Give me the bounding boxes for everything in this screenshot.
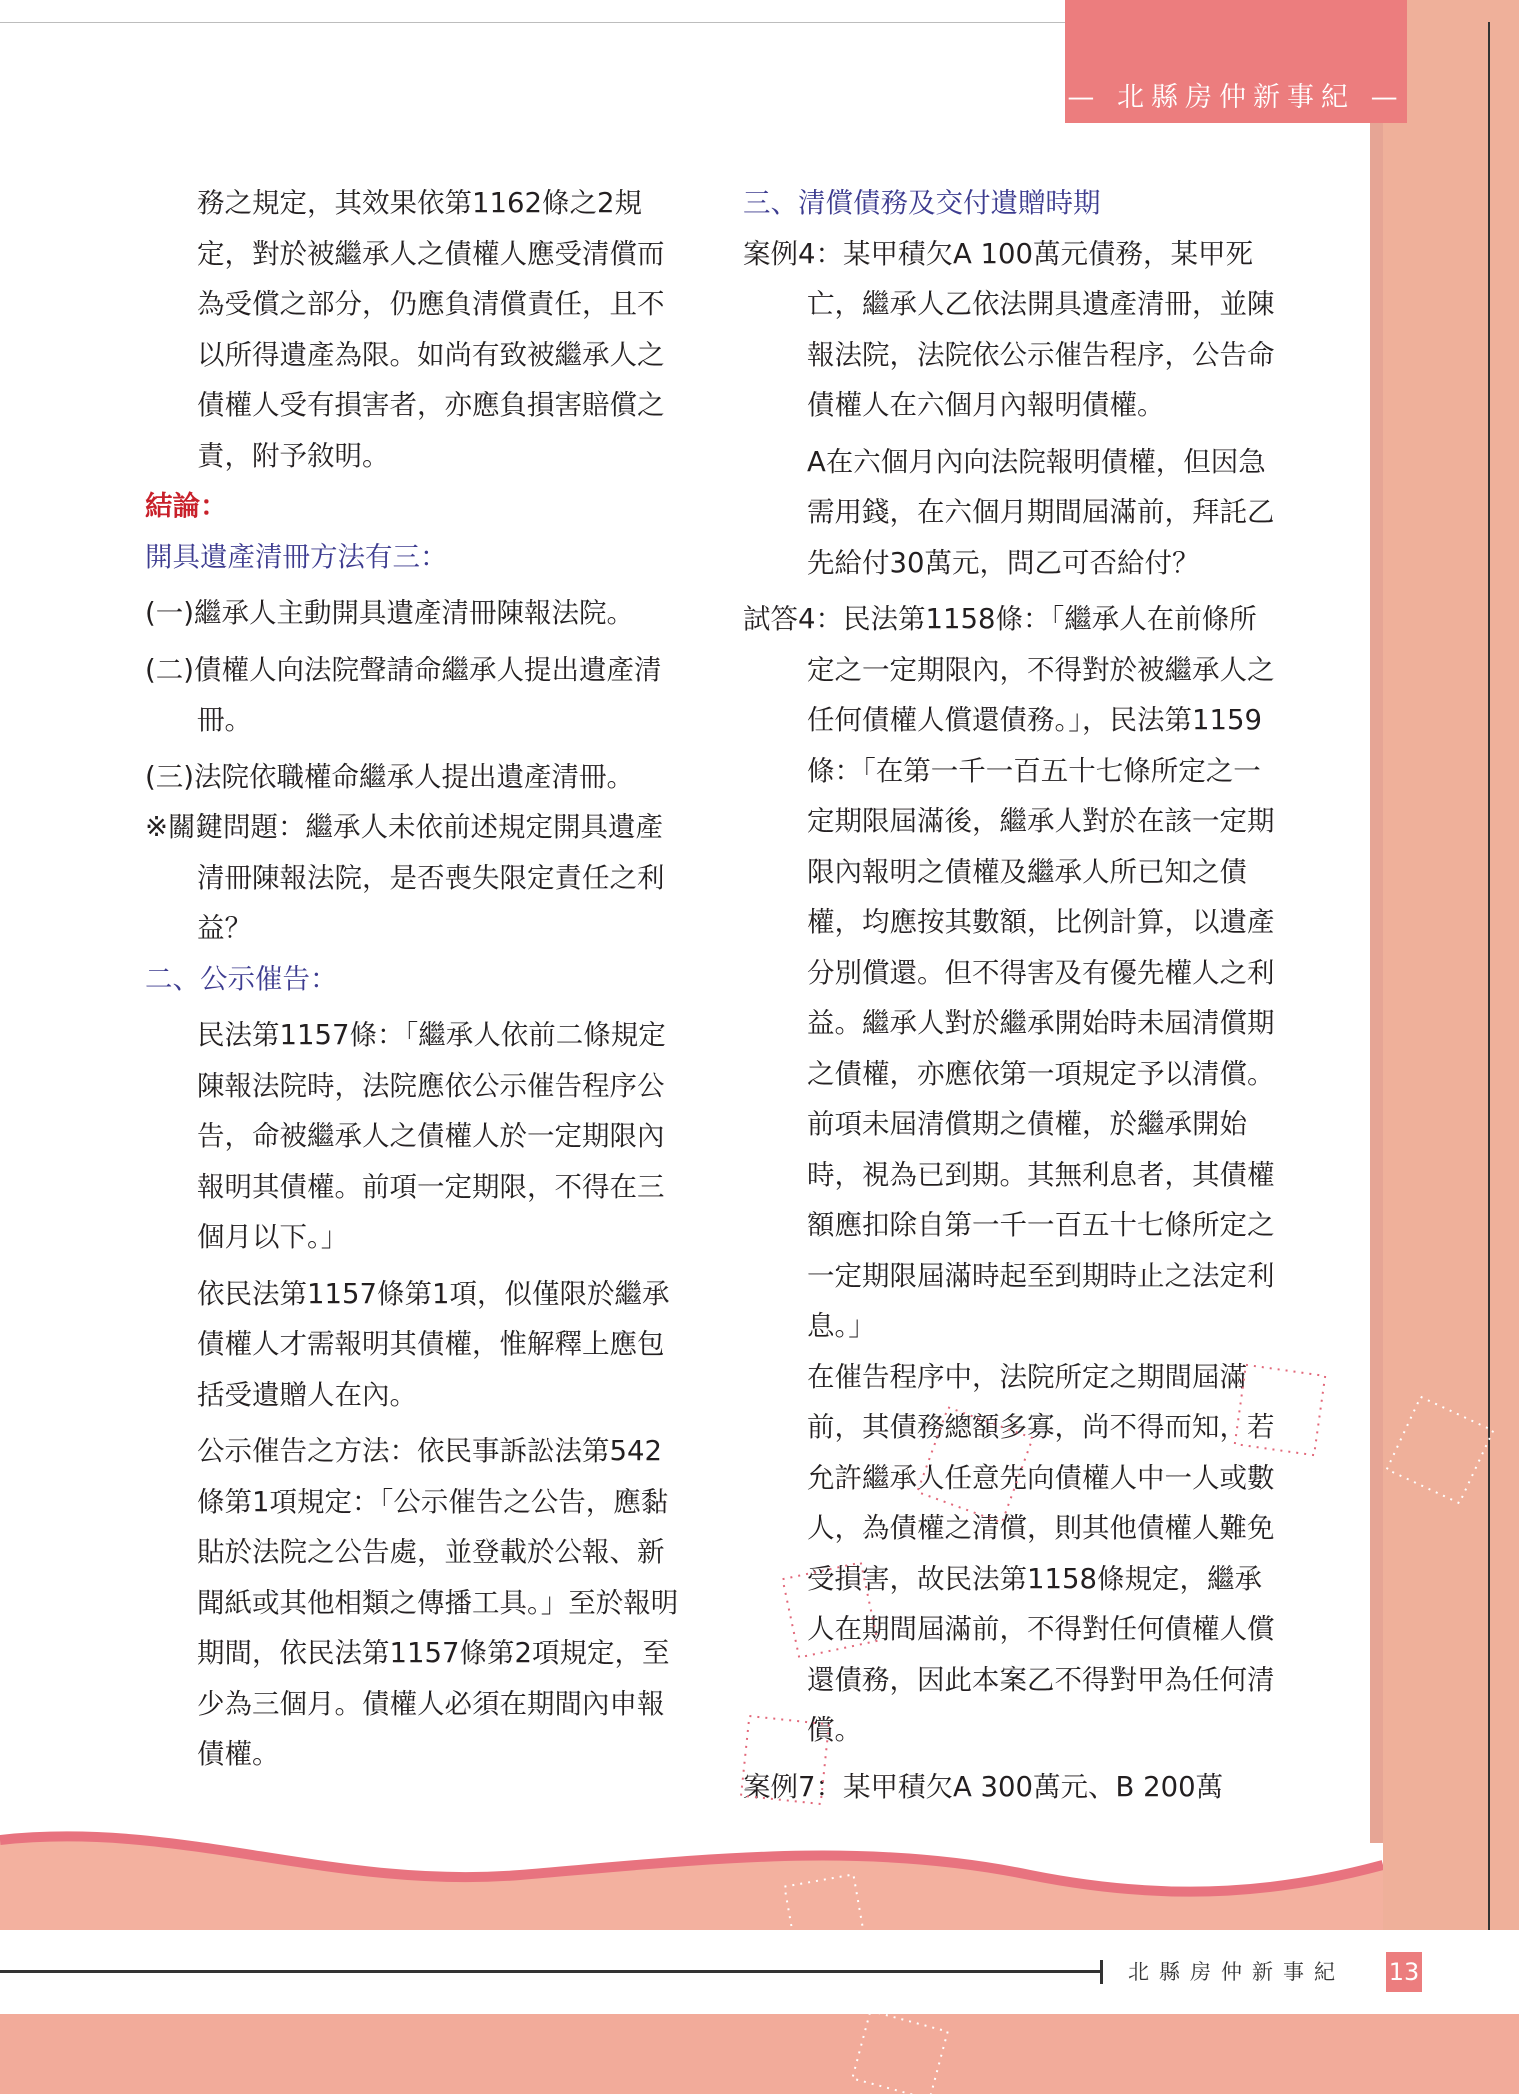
method-3: (三)法院依職權命繼承人提出遺產清冊。 <box>145 760 634 793</box>
section-3-heading: 三、清償債務及交付遺贈時期 <box>743 187 1101 219</box>
top-rule <box>0 22 1065 23</box>
civil-code-1157: 民法第1157條：「繼承人依前二條規定陳報法院時，法院應依公示催告程序公告，命被繼承人之債權人於一定期限內報明其債權。前項一定期限，不得在三個月以下。」 <box>197 1019 666 1253</box>
footer-rule <box>0 1970 1100 1973</box>
public-notice-method: 公示催告之方法：依民事訴訟法第542條第1項規定：「公示催告之公告，應黏貼於法院之公告處，並登載於公報、新聞紙或其他相類之傳播工具。」至於報明期間，依民法第1157條第2項規定，至少為三個月。債權人必須在期間內申報債權。 <box>197 1435 679 1770</box>
section-2-heading: 二、公示催告： <box>145 962 338 995</box>
right-decorative-band <box>1383 0 1519 2094</box>
right-column <box>743 178 1283 1812</box>
bottom-decorative-band <box>0 2014 1519 2094</box>
paper-edge <box>1370 123 1383 1843</box>
footer-rule-end <box>1100 1960 1103 1984</box>
page-number: 13 <box>1386 1952 1422 1992</box>
key-issue: ※關鍵問題：繼承人未依前述規定開具遺產清冊陳報法院，是否喪失限定責任之利益？ <box>145 811 665 944</box>
method-1: (一)繼承人主動開具遺產清冊陳報法院。 <box>145 597 634 629</box>
left-column <box>145 178 685 1780</box>
page-frame-line <box>1488 22 1490 2072</box>
footer-magazine-title: 北縣房仲新事紀 <box>1128 1960 1345 1984</box>
answer-4-continued: 在催告程序中，法院所定之期間屆滿前，其債務總額多寡，尚不得而知，若允許繼承人任意先向債權人中一人或數人，為債權之清償，則其他債權人難免受損害，故民法第1158條規定，繼承人在期間屆滿前，不得對任何債權人償還債務，因此本案乙不得對甲為任何清償。 <box>807 1360 1275 1746</box>
methods-heading: 開具遺產清冊方法有三： <box>145 540 448 573</box>
interpretation-paragraph: 依民法第1157條第1項，似僅限於繼承債權人才需報明其債權，惟解釋上應包括受遺贈人在內。 <box>197 1277 670 1411</box>
paragraph-continuation: 務之規定，其效果依第1162條之2規定，對於被繼承人之債權人應受清償而為受償之部分，仍應負清償責任，且不以所得遺產為限。如尚有致被繼承人之債權人受有損害者，亦應負損害賠償之責，附予敘明。 <box>197 187 665 472</box>
decorative-wave <box>0 1820 1383 1930</box>
answer-4: 試答4：民法第1158條：「繼承人在前條所定之一定期限內，不得對於被繼承人之任何債權人償還債務。」，民法第1159條：「在第一千一百五十七條所定之一定期限屆滿後，繼承人對於在該一定期限內報明之債權及繼承人所已知之債權，均應按其數額，比例計算，以遺產分別償還。但不得害及有優先權人之利益。繼承人對於繼承開始時未屆清償期之債權，亦應依第一項規定予以清償。前項未屆清償期之債權，於繼承開始時，視為已到期。其無利息者，其債權額應扣除自第一千一百五十七條所定之一定期限屆滿時起至到期時止之法定利息。」 <box>743 603 1275 1342</box>
magazine-title: — 北縣房仲新事紀 — <box>1067 82 1405 113</box>
case-4-continued: A在六個月內向法院報明債權，但因急需用錢，在六個月期間屆滿前，拜託乙先給付30萬元，問乙可否給付？ <box>807 445 1275 579</box>
conclusion-label: 結論： <box>145 490 228 522</box>
case-4: 案例4：某甲積欠A 100萬元債務，某甲死亡，繼承人乙依法開具遺產清冊，並陳報法院，法院依公示催告程序，公告命債權人在六個月內報明債權。 <box>743 237 1275 421</box>
method-2: (二)債權人向法院聲請命繼承人提出遺產清冊。 <box>145 653 662 736</box>
case-7: 案例7：某甲積欠A 300萬元、B 200萬 <box>743 1770 1224 1803</box>
